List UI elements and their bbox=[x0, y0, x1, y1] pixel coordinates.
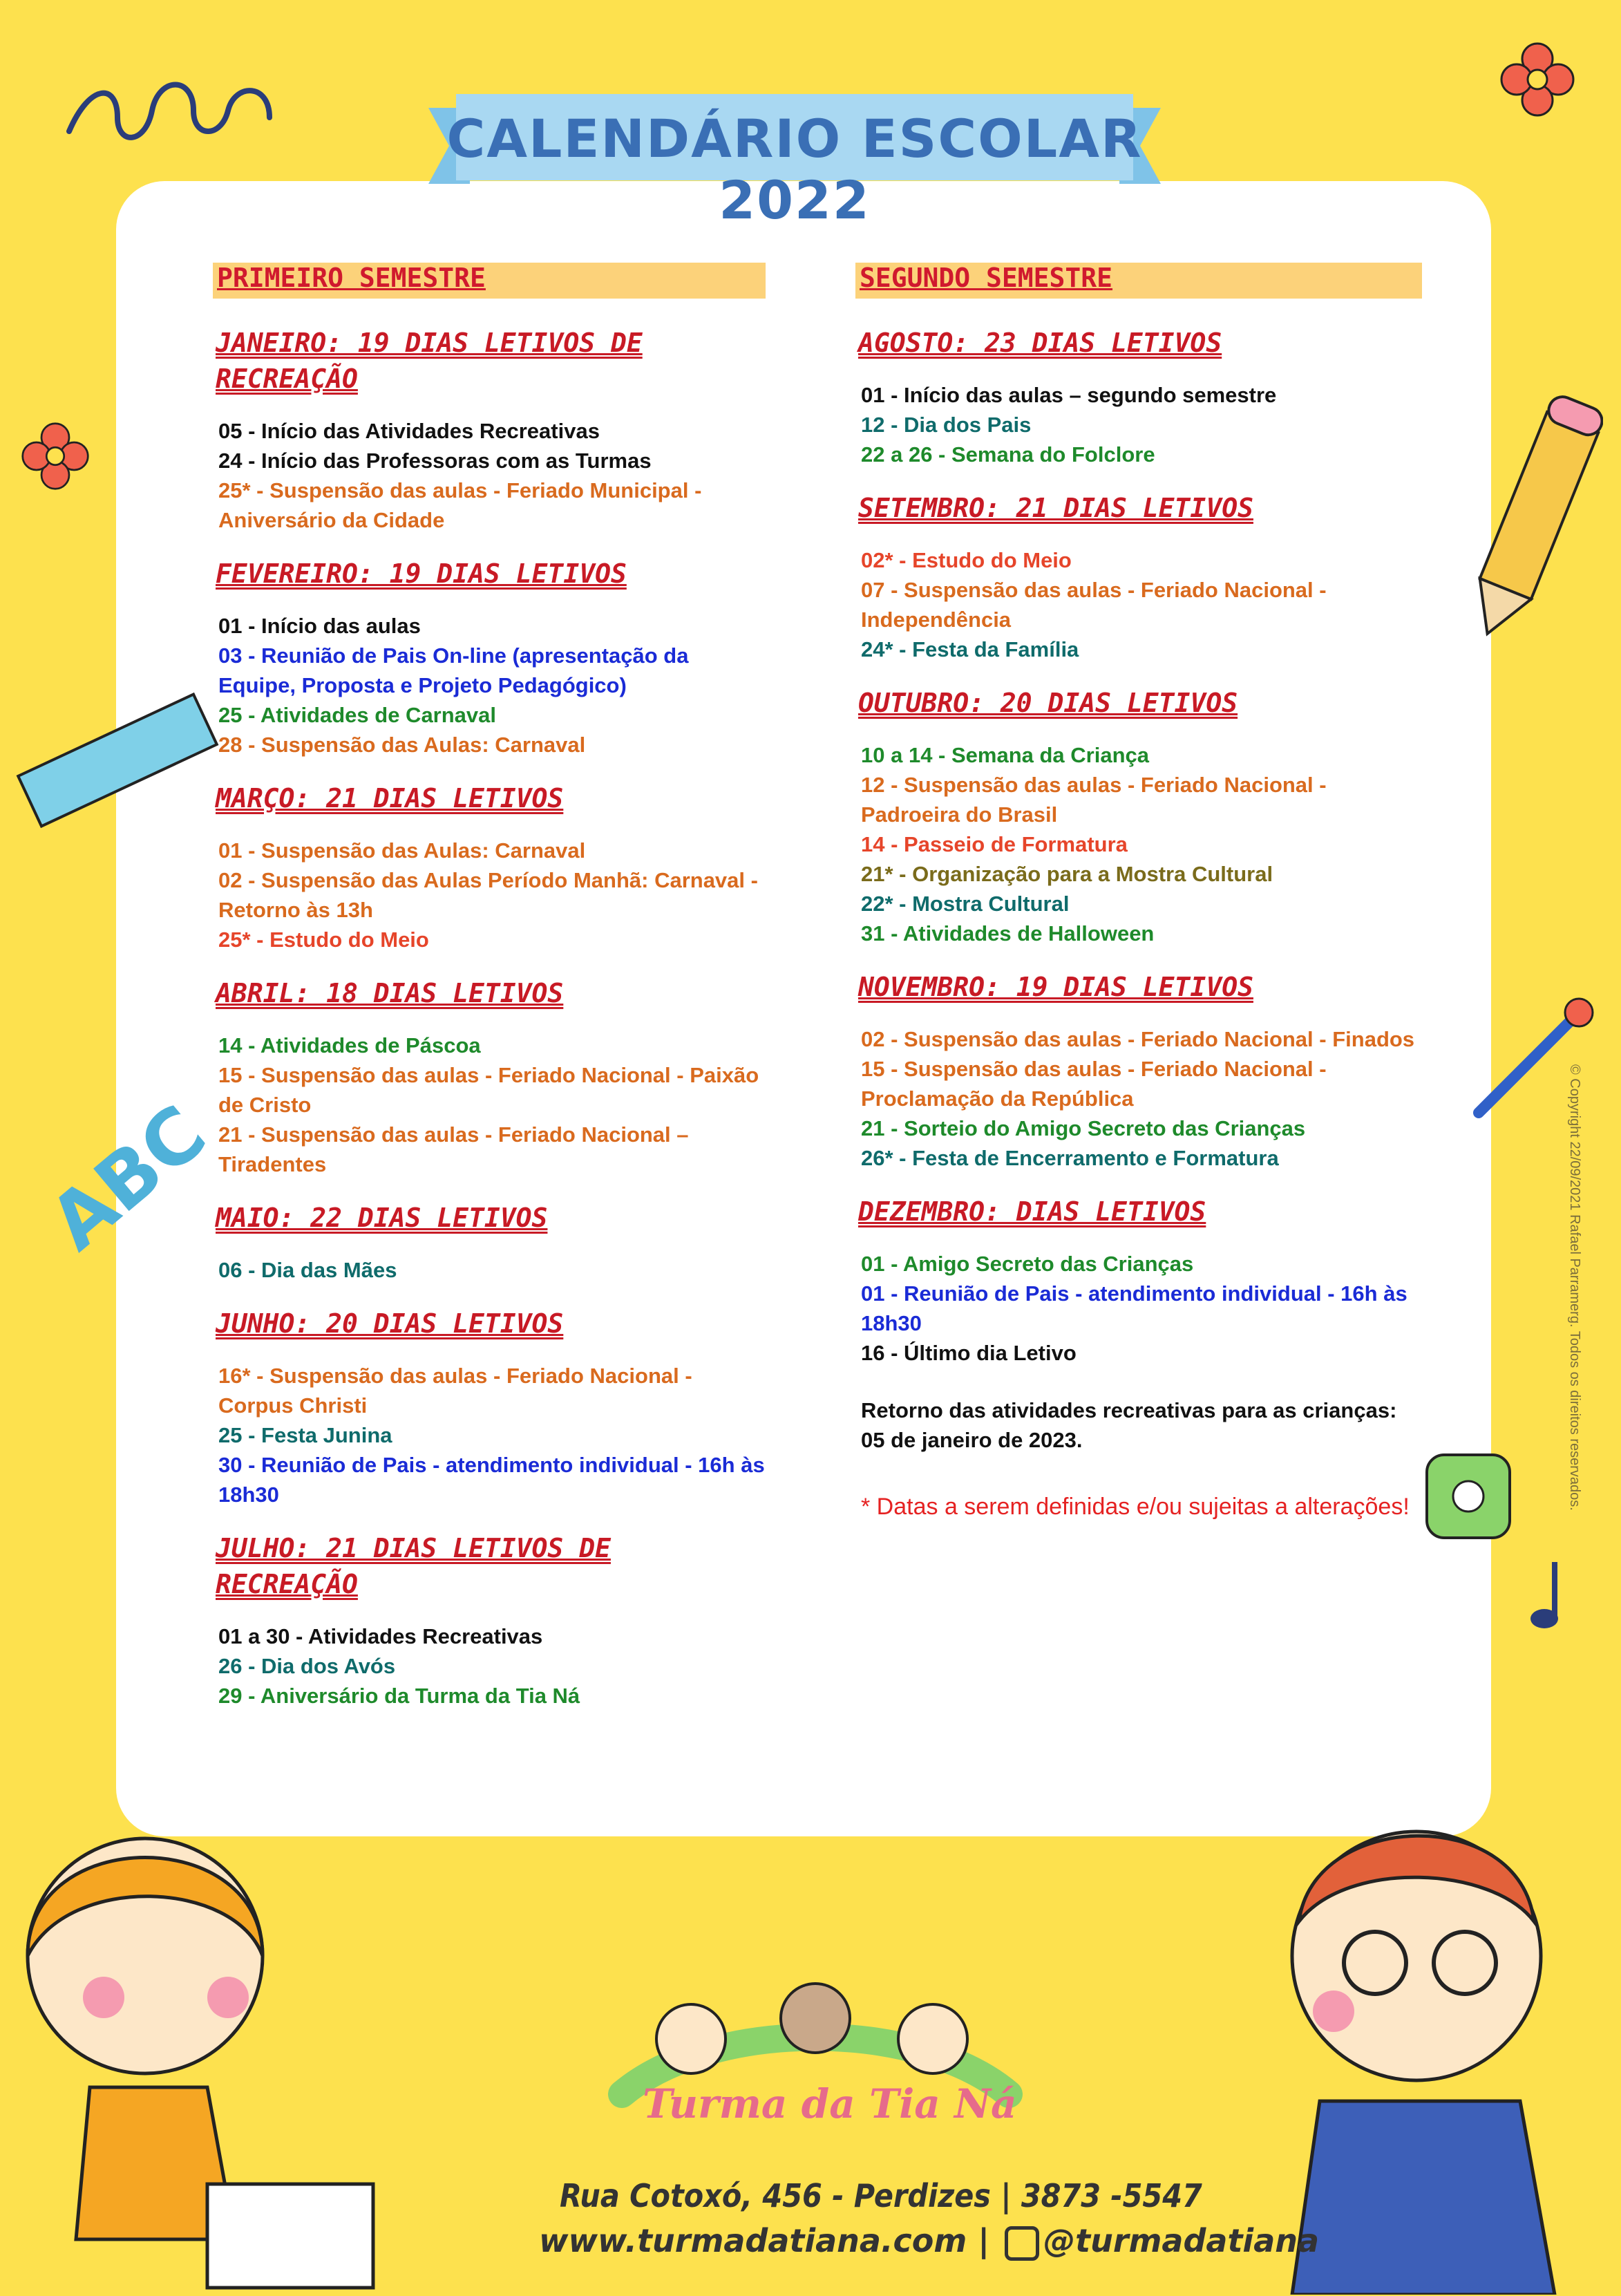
semester-heading: SEGUNDO SEMESTRE bbox=[855, 263, 1422, 299]
month-heading: FEVEREIRO: 19 DIAS LETIVOS bbox=[216, 558, 627, 589]
month-heading: JULHO: 21 DIAS LETIVOS DE RECREAÇÃO bbox=[216, 1533, 611, 1599]
return-note: Retorno das atividades recreativas para as crianças: 05 de janeiro de 2023. bbox=[861, 1398, 1397, 1452]
month-heading: NOVEMBRO: 19 DIAS LETIVOS bbox=[858, 972, 1253, 1002]
month-heading: JUNHO: 20 DIAS LETIVOS bbox=[216, 1308, 564, 1339]
first-semester-column bbox=[213, 263, 766, 1731]
month-heading: MARÇO: 21 DIAS LETIVOS bbox=[216, 783, 564, 813]
month-events bbox=[218, 1621, 766, 1711]
instagram-handle[interactable]: @turmadatiana bbox=[1043, 2222, 1320, 2259]
event-item: 14 - Passeio de Formatura bbox=[861, 832, 1128, 856]
paintbrush-icon bbox=[1465, 988, 1603, 1127]
event-item: 26 - Dia dos Avós bbox=[218, 1654, 396, 1678]
event-item: 01 - Início das aulas bbox=[218, 614, 421, 638]
month-events bbox=[218, 611, 766, 760]
event-item: 01 - Amigo Secreto das Crianças bbox=[861, 1252, 1194, 1276]
website-link[interactable]: www.turmadatiana.com | bbox=[539, 2222, 1001, 2259]
event-item: 16* - Suspensão das aulas - Feriado Nacional - Corpus Christi bbox=[218, 1364, 692, 1418]
instagram-icon bbox=[1005, 2226, 1039, 2261]
semester-heading: PRIMEIRO SEMESTRE bbox=[213, 263, 766, 299]
event-item: 07 - Suspensão das aulas - Feriado Nacional - Independência bbox=[861, 578, 1327, 632]
event-item: 29 - Aniversário da Turma da Tia Ná bbox=[218, 1684, 580, 1708]
month-heading: MAIO: 22 DIAS LETIVOS bbox=[216, 1203, 548, 1233]
address-line: Rua Cotoxó, 456 - Perdizes | 3873 -5547 bbox=[560, 2177, 1202, 2214]
website-line bbox=[539, 2222, 1319, 2261]
event-item: 21 - Suspensão das aulas - Feriado Nacional – Tiradentes bbox=[218, 1122, 689, 1176]
pencil-icon bbox=[1465, 387, 1603, 650]
footnote: * Datas a serem definidas e/ou sujeitas a alterações! bbox=[861, 1494, 1410, 1520]
month-heading: ABRIL: 18 DIAS LETIVOS bbox=[216, 978, 564, 1008]
flower-icon bbox=[1499, 41, 1575, 117]
month-heading: DEZEMBRO: DIAS LETIVOS bbox=[858, 1196, 1206, 1227]
event-item: 03 - Reunião de Pais On-line (apresentação da Equipe, Proposta e Projeto Pedagógico) bbox=[218, 643, 689, 697]
copyright-notice: © Copyright 22/09/2021 Rafael Parramerg. Todos os direitos reservados. bbox=[1567, 1064, 1582, 1511]
event-item: 22* - Mostra Cultural bbox=[861, 892, 1070, 916]
month-events bbox=[218, 1031, 766, 1179]
event-item: 05 - Início das Atividades Recreativas bbox=[218, 419, 600, 443]
girl-illustration bbox=[0, 1797, 387, 2295]
month-events bbox=[861, 740, 1422, 948]
month-heading: JANEIRO: 19 DIAS LETIVOS DE RECREAÇÃO bbox=[216, 328, 643, 394]
month-heading: OUTUBRO: 20 DIAS LETIVOS bbox=[858, 688, 1238, 718]
abc-doodle: ABC bbox=[33, 1088, 222, 1268]
event-item: 30 - Reunião de Pais - atendimento individual - 16h às 18h30 bbox=[218, 1453, 765, 1507]
month-events bbox=[861, 380, 1422, 469]
month-events bbox=[218, 1255, 766, 1285]
event-item: 24 - Início das Professoras com as Turmas bbox=[218, 449, 652, 473]
month-events bbox=[861, 545, 1422, 664]
event-item: 16 - Último dia Letivo bbox=[861, 1341, 1077, 1365]
event-item: 25 - Festa Junina bbox=[218, 1423, 392, 1447]
event-item: 10 a 14 - Semana da Criança bbox=[861, 743, 1150, 767]
event-item: 22 a 26 - Semana do Folclore bbox=[861, 442, 1155, 467]
event-item: 24* - Festa da Família bbox=[861, 637, 1079, 661]
event-item: 14 - Atividades de Páscoa bbox=[218, 1033, 481, 1057]
month-events bbox=[218, 416, 766, 535]
boy-illustration bbox=[1230, 1783, 1617, 2295]
event-item: 25 - Atividades de Carnaval bbox=[218, 703, 497, 727]
sharpener-icon bbox=[1416, 1445, 1520, 1548]
event-item: 26* - Festa de Encerramento e Formatura bbox=[861, 1146, 1279, 1170]
event-item: 12 - Suspensão das aulas - Feriado Nacional - Padroeira do Brasil bbox=[861, 773, 1327, 827]
event-item: 02 - Suspensão das Aulas Período Manhã: Carnaval - Retorno às 13h bbox=[218, 868, 758, 922]
event-item: 15 - Suspensão das aulas - Feriado Nacional - Paixão de Cristo bbox=[218, 1063, 759, 1117]
month-heading: SETEMBRO: 21 DIAS LETIVOS bbox=[858, 493, 1253, 523]
month-events bbox=[861, 1024, 1422, 1173]
flower-icon-left bbox=[21, 422, 90, 491]
event-item: 31 - Atividades de Halloween bbox=[861, 921, 1155, 945]
event-item: 15 - Suspensão das aulas - Feriado Nacional - Proclamação da República bbox=[861, 1057, 1327, 1111]
month-heading: AGOSTO: 23 DIAS LETIVOS bbox=[858, 328, 1222, 358]
event-item: 25* - Estudo do Meio bbox=[218, 928, 429, 952]
brand-logo-text: Turma da Tia Ná bbox=[643, 2080, 1017, 2127]
event-item: 01 a 30 - Atividades Recreativas bbox=[218, 1624, 543, 1648]
event-item: 12 - Dia dos Pais bbox=[861, 413, 1032, 437]
event-item: 02 - Suspensão das aulas - Feriado Nacional - Finados bbox=[861, 1027, 1415, 1051]
event-item: 02* - Estudo do Meio bbox=[861, 548, 1072, 572]
month-events bbox=[218, 836, 766, 954]
music-note-icon bbox=[1520, 1555, 1575, 1638]
event-item: 21 - Sorteio do Amigo Secreto das Crianças bbox=[861, 1116, 1306, 1140]
month-events bbox=[861, 1249, 1422, 1368]
event-item: 06 - Dia das Mães bbox=[218, 1258, 397, 1282]
ruler-icon bbox=[14, 691, 221, 829]
event-item: 01 - Reunião de Pais - atendimento individual - 16h às 18h30 bbox=[861, 1281, 1407, 1335]
event-item: 01 - Início das aulas – segundo semestre bbox=[861, 383, 1277, 407]
event-item: 01 - Suspensão das Aulas: Carnaval bbox=[218, 838, 586, 863]
event-item: 28 - Suspensão das Aulas: Carnaval bbox=[218, 733, 586, 757]
month-events bbox=[218, 1361, 766, 1509]
event-item: 21* - Organização para a Mostra Cultural bbox=[861, 862, 1273, 886]
page-title: CALENDÁRIO ESCOLAR 2022 bbox=[446, 108, 1143, 231]
second-semester-column bbox=[855, 263, 1422, 1521]
swirl-doodle-icon bbox=[62, 69, 352, 152]
event-item: 25* - Suspensão das aulas - Feriado Municipal - Aniversário da Cidade bbox=[218, 478, 702, 532]
